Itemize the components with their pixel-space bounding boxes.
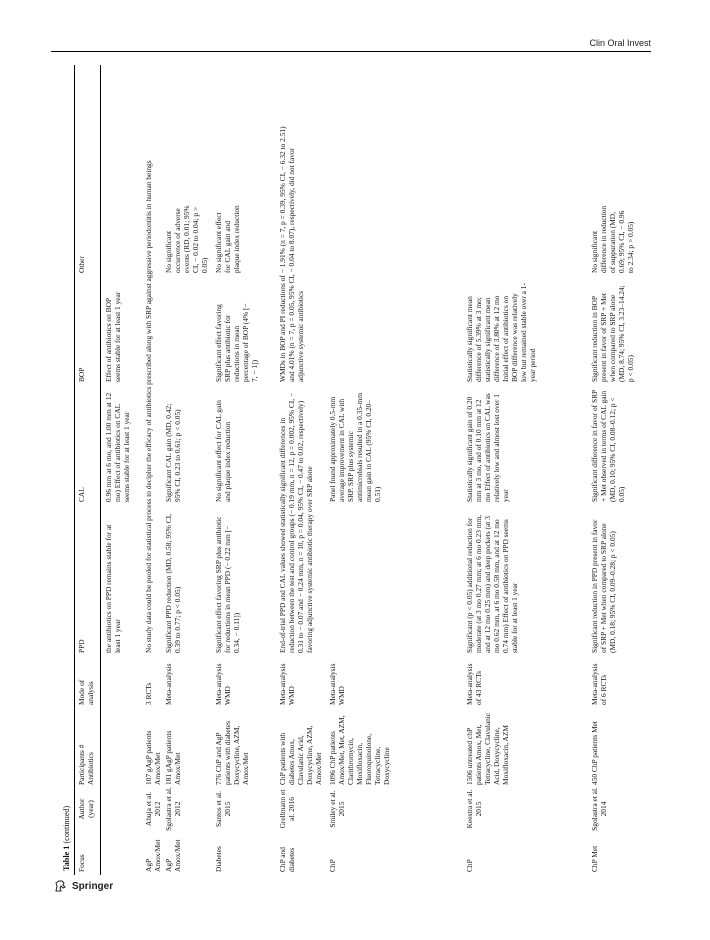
- row6-mode: Meta-analysis of 43 RCTs: [465, 663, 483, 705]
- row5-author: Smiley et al. 2015: [328, 790, 346, 828]
- row3-mode: Meta-analysis WMD: [214, 663, 232, 705]
- row3-focus: Diabetes: [214, 846, 223, 872]
- row7-mode: Meta-analysis of 6 RCTs: [590, 663, 608, 705]
- row1-focus: AgP Amox/Met: [144, 839, 162, 872]
- row7-cal: Significant difference in favor of SRP + Met observed in terms of CAL gain (MD, 0.10; 95% CI, 0.08–0.12; p < 0.05): [590, 390, 626, 502]
- row2-other: No significant occurrence of adverse events (RD, 0.01; 95% CI, − 0.02 to 0.04; p > 0.05): [164, 205, 209, 273]
- table-caption-label: Table 1: [62, 845, 71, 871]
- row7-bop: Significant reduction in BOP present in favor of SRP + Met when compared to SRP alone (MD, 8.74; 95% CI, 3.23–14.24; p < 0.05): [590, 285, 635, 382]
- row0-cal: 0.96 mm at 6 mo, and 1.00 mm at 12 mo) Effect of antibiotics on CAL seems stable for at least 1 year: [104, 392, 131, 502]
- row5-participants: 1096 ChP patients Amox/Met, Met, AZM, Clarithromycin, Moxifloxacin, Fluoroquinolone, Tetracycline, Doxycycline: [328, 715, 391, 785]
- table-caption-suffix: (continued): [62, 805, 71, 844]
- row4-focus: ChP and diabetes: [278, 847, 296, 872]
- row3-cal: No significant effect for CAL gain and plaque index reduction: [214, 400, 232, 502]
- row4-bop: WMDs in BOP and PI reductions of − 1.91% (n = 7, p = 0.39, 95% CI, − 6.32 to 2.51) and 4.01% (n = 7, p = 0.05, 95% CI, − 0.04 to 8.07), respectively, did not favor adjunctive systemic antibiotics: [278, 126, 305, 382]
- row2-focus: AgP Amox/Met: [164, 839, 182, 872]
- row3-participants: 776 ChP and AgP patients with diabetes Doxycycline, AZM, Amox/Met: [214, 720, 250, 785]
- row0-ppd: the antibiotics on PPD remains stable for at least 1 year: [104, 524, 122, 653]
- header-participants: Participants # Antibiotics: [77, 744, 95, 785]
- row1-participants: 107 gAgP patients Amox/Met: [144, 730, 162, 785]
- header-rule: [51, 51, 651, 52]
- row6-ppd: Significant (p < 0.05) additional reduction for moderate (at 3 mo 0.27 mm; at 6 mo 0.23 mm, and at 12 mo 0.25 mm) and deep pockets (at 3 mo 0.62 mm, at 6 mo 0.58 mm, and at 12 mo 0.74 mm) Effect of antibiotics on PPD seems stable for at least 1 year: [465, 514, 519, 653]
- row4-ppd: End-of-trial PPD and CAL values showed statistically significant differences in reduction between the test and control groups (− 0.19 mm, n = 12, p = 0.002, 95% CI, − 0.31 to − 0.07 and − 0.24 mm, n = 10, p = 0.04, 95% CI, − 0.47 to 0.02, respectively) favoring adjunctive systemic antibiotic therapy over SRP alone: [278, 392, 314, 653]
- row3-author: Santos et al. 2015: [214, 791, 232, 827]
- row3-ppd: Significant effect favoring SRP plus antibiotic for reductions in mean PPD (− 0.22 mm [− 0.34, − 0.11]): [214, 516, 241, 653]
- row0-bop: Effect of antibiotics on BOP seems stable for at least 1 year: [104, 291, 122, 382]
- row7-other: No significant difference in reduction of suppuration (MD, 0.69; 95% CI, − 0.96 to 2.34; p > 0.05): [590, 205, 635, 273]
- header-other: Other: [77, 256, 86, 273]
- publisher-footer: [53, 879, 113, 893]
- header-cal: CAL: [77, 487, 86, 502]
- row6-participants: 1506 untreated chP patients Amox, Met, Tetracycline, Clavulanic Acid, Doxycycline, Moxifloxacin, AZM: [465, 712, 510, 785]
- row6-author: Keestra et al. 2015: [465, 789, 483, 829]
- row2-ppd: Significant PPD reduction (MD, 0.58; 95% CI, 0.39 to 0.77; p < 0.05): [164, 514, 182, 653]
- header-bottom-rule: [100, 65, 101, 875]
- row3-other: No significant effect for CAL gain and plaque index reduction: [214, 205, 241, 273]
- row7-author: Sgolastra et al. 2014: [590, 787, 608, 831]
- row4-participants: ChP patients with diabetes Amox, Clavulanic Acid, Doxycycline, AZM, Amox/Met: [278, 725, 323, 785]
- row5-cal: Panel found approximately 0.5-mm average improvement in CAL with SRP. SRP plus systemic antimicrobials resulted in a 0.35-mm mean gain in CAL (95% CI, 0.20–0.51): [328, 393, 382, 502]
- row5-mode: Meta-analysis WMD: [328, 663, 346, 705]
- row1-mode: 3 RCTs: [144, 682, 153, 705]
- header-focus: Focus: [77, 854, 86, 872]
- publisher-name: Springer: [72, 880, 114, 892]
- row7-ppd: Significant reduction in PPD present in favor of SRP + Met when compared to SRP alone (MD, 0.18; 95% CI, 0.09–0.28; p < 0.05): [590, 519, 617, 653]
- row1-author: Ahuja et al. 2012: [144, 791, 162, 827]
- header-bop: BOP: [77, 367, 86, 382]
- springer-horse-icon: [53, 879, 67, 893]
- row5-focus: ChP: [328, 859, 337, 872]
- row2-cal: Significant CAL gain (MD, 0.42; 95% CI, 0.23 to 0.61; p < 0.05): [164, 403, 182, 502]
- header-mode: Mode of analysis: [77, 679, 95, 705]
- row6-cal: Statistically significant gain of 0.20 mm at 3 mo, and of 0.10 mm at 12 mo Effect of antibiotics on CAL was relatively low and almost lost over 1 year: [465, 393, 510, 502]
- row4-mode: Meta-analysis WMD: [278, 663, 296, 705]
- journal-name: Clin Oral Invest: [589, 38, 651, 48]
- table-top-rule: [74, 65, 75, 875]
- row6-focus: ChP: [465, 859, 474, 872]
- row7-focus: ChP Met: [590, 845, 599, 872]
- row4-author: Grellmann et al. 2016: [278, 789, 296, 829]
- header-author: Author (year): [77, 798, 95, 820]
- row2-author: Sgolastra et al. 2012: [164, 787, 182, 831]
- row1-ppd: No study data could be pooled for statistical process to decipher the efficacy of antibiotics prescribed along with SRP against aggressive periodontitis in human beings: [144, 160, 153, 653]
- row2-mode: Meta-analysis: [164, 663, 173, 705]
- header-ppd: PPD: [77, 639, 86, 653]
- row7-participants: 450 ChP patients Met: [590, 721, 599, 785]
- row3-bop: Significant effect favoring SRP plus antibiotic for reductions in mean percentage of BOP (4% [− 7, − 1]): [214, 303, 259, 382]
- row6-bop: Statistically significant mean difference of 5.39% at 3 mo; statistically significant mean difference of 3.80% at 12 mo Initial effect of antibiotics on BOP difference was relatively low but remained stable over a 1-year period: [465, 283, 537, 382]
- table-caption: [62, 806, 71, 871]
- rotated-table: [60, 65, 650, 875]
- row2-participants: 181 gAgP patients Amox/Met: [164, 730, 182, 785]
